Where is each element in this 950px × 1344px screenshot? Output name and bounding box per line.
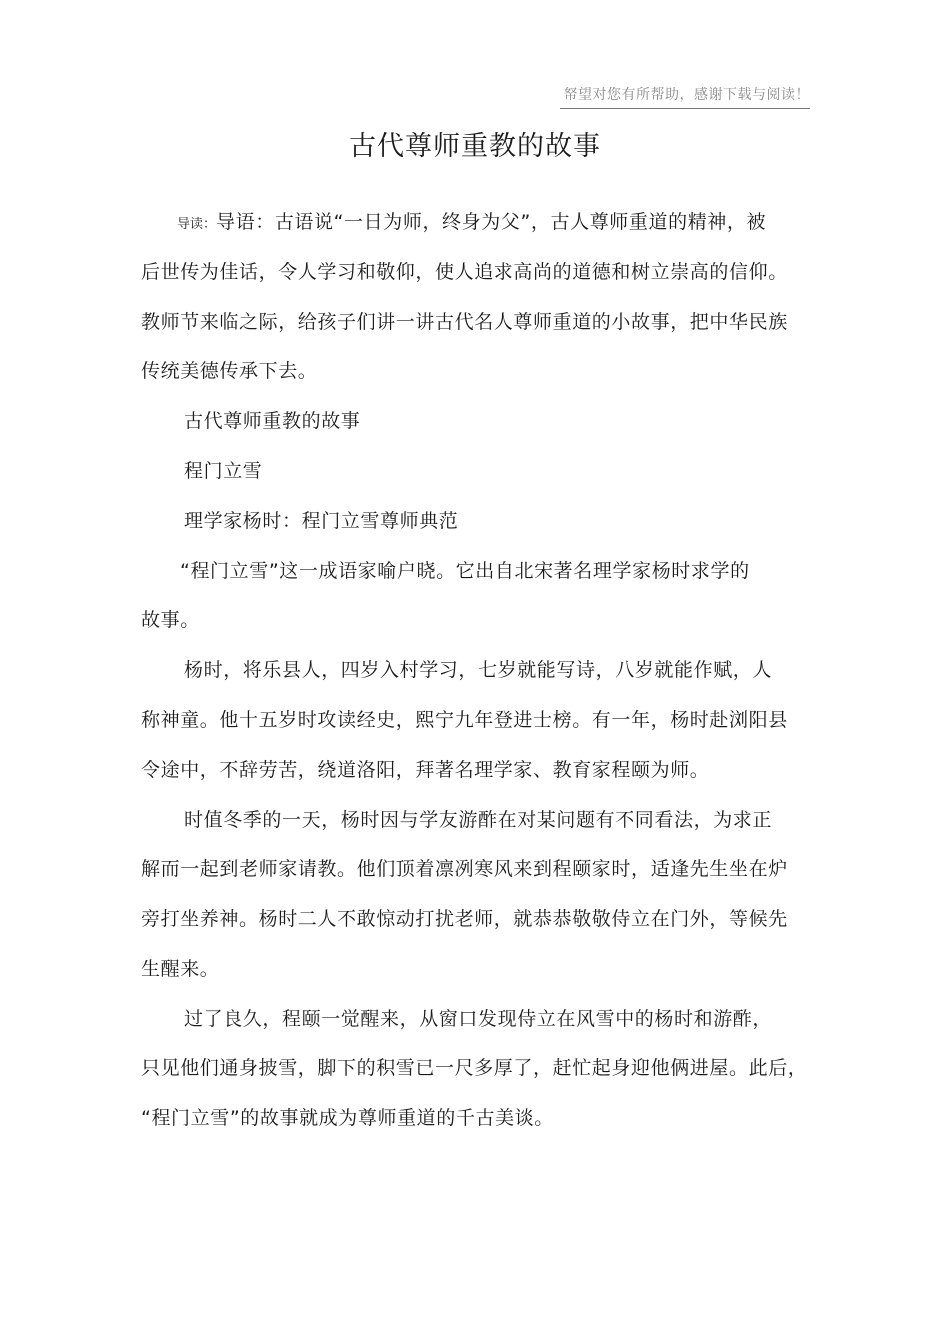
paragraph-line: 旁打坐养神。杨时二人不敢惊动打扰老师，就恭恭敬敬侍立在门外，等候先 bbox=[141, 908, 788, 930]
paragraph-line: 过了良久，程颐一觉醒来，从窗口发现侍立在风雪中的杨时和游酢， bbox=[184, 1008, 773, 1030]
paragraph-line: 教师节来临之际，给孩子们讲一讲古代名人尊师重道的小故事，把中华民族 bbox=[141, 311, 788, 333]
paragraph-line: 后世传为佳话，令人学习和敬仰，使人追求高尚的道德和树立崇高的信仰。 bbox=[141, 261, 788, 283]
paragraph-line: 只见他们通身披雪，脚下的积雪已一尺多厚了，赶忙起身迎他俩进屋。此后， bbox=[141, 1057, 808, 1079]
paragraph-line: 生醒来。 bbox=[141, 958, 220, 980]
paragraph-line: “程门立雪”这一成语家喻户晓。它出自北宋著名理学家杨时求学的 bbox=[180, 560, 750, 582]
header-note: 帑望对您有所帮助，感谢下载与阅读！ bbox=[563, 87, 810, 103]
paragraph-line: 令途中，不辞劳苦，绕道洛阳，拜著名理学家、教育家程颐为师。 bbox=[141, 759, 710, 781]
paragraph-line: “程门立雪”的故事就成为尊师重道的千古美谈。 bbox=[141, 1107, 554, 1129]
paragraph-line bbox=[177, 210, 766, 237]
intro-text: 导语：古语说“一日为师，终身为父”，古人尊师重道的精神，被 bbox=[216, 211, 767, 233]
intro-label: 导读： bbox=[177, 217, 217, 232]
paragraph-line: 杨时，将乐县人，四岁入村学习，七岁就能写诗，八岁就能作赋，人 bbox=[184, 659, 773, 681]
paragraph-line: 解而一起到老师家请教。他们顶着凛冽寒风来到程颐家时，适逢先生坐在炉 bbox=[141, 858, 788, 880]
story-title: 程门立雪 bbox=[184, 460, 263, 482]
header-rule bbox=[560, 108, 810, 109]
page-title: 古代尊师重教的故事 bbox=[349, 131, 601, 162]
paragraph-line: 称神童。他十五岁时攻读经史，熙宁九年登进士榜。有一年，杨时赴浏阳县 bbox=[141, 709, 788, 731]
paragraph-line: 传统美德传承下去。 bbox=[141, 360, 318, 382]
paragraph-line: 时值冬季的一天，杨时因与学友游酢在对某问题有不同看法，为求正 bbox=[184, 809, 773, 831]
paragraph-line: 故事。 bbox=[141, 609, 200, 631]
section-heading: 古代尊师重教的故事 bbox=[184, 410, 361, 432]
story-subtitle: 理学家杨时：程门立雪尊师典范 bbox=[184, 510, 459, 532]
